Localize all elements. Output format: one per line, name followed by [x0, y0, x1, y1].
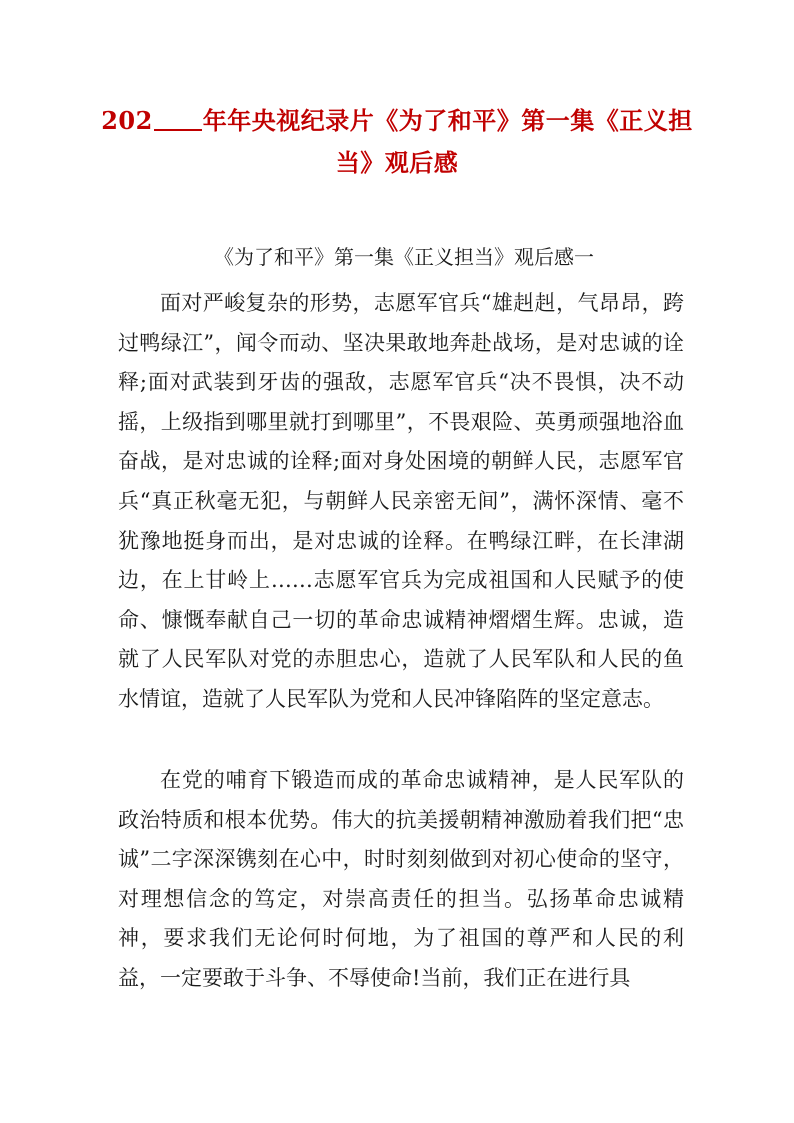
title-blank-underline — [154, 105, 202, 131]
title-suffix: 年年央视纪录片《为了和平》第一集《正义担 — [202, 106, 693, 135]
title-prefix: 202 — [101, 106, 153, 135]
document-title — [100, 100, 694, 184]
body-paragraph-1: 面对严峻复杂的形势，志愿军官兵“雄赳赳，气昂昂，跨过鸭绿江”，闻令而动、坚决果敢地奔赴战场，是对忠诚的诠释;面对武装到牙齿的强敌，志愿军官兵“决不畏惧，决不动摇，上级指到哪里就打到哪里”，不畏艰险、英勇顽强地浴血奋战，是对忠诚的诠释;面对身处困境的朝鲜人民，志愿军官兵“真正秋毫无犯，与朝鲜人民亲密无间”，满怀深情、毫不犹豫地挺身而出，是对忠诚的诠释。在鸭绿江畔，在长津湖边，在上甘岭上……志愿军官兵为完成祖国和人民赋予的使命、慷慨奉献自己一切的革命忠诚精神熠熠生辉。忠诚，造就了人民军队对党的赤胆忠心，造就了人民军队和人民的鱼水情谊，造就了人民军队为党和人民冲锋陷阵的坚定意志。 — [118, 291, 684, 711]
title-line-2: 当》观后感 — [335, 148, 459, 177]
body-paragraph-2: 在党的哺育下锻造而成的革命忠诚精神，是人民军队的政治特质和根本优势。伟大的抗美援朝精神激励着我们把“忠诚”二字深深镌刻在心中，时时刻刻做到对初心使命的坚守，对理想信念的笃定，对崇高责任的担当。弘扬革命忠诚精神，要求我们无论何时何地，为了祖国的尊严和人民的利益，一定要敢于斗争、不辱使命!当前，我们正在进行具 — [118, 768, 684, 990]
section-subtitle: 《为了和平》第一集《正义担当》观后感一 — [214, 245, 594, 269]
